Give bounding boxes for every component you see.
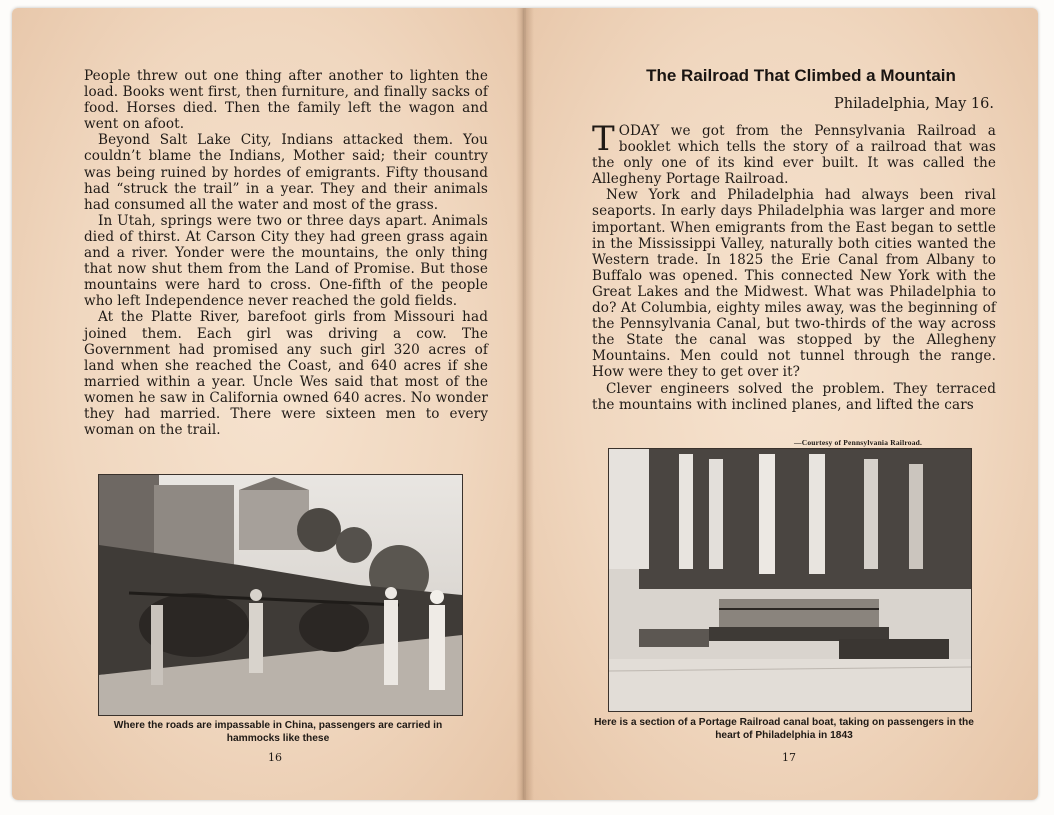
paragraph: In Utah, springs were two or three days apart. Animals died of thirst. At Carson City they had green grass again and a river. Yonder were the mountains, the only thing that now shut them from the Land of Promise. But those mountains were hard to cross. One-fifth of the people who left Independence never reached the gold fields. xyxy=(84,212,488,310)
left-page xyxy=(12,8,524,800)
right-page xyxy=(524,8,1038,800)
left-page-text xyxy=(84,68,488,438)
paragraph: Clever engineers solved the problem. They terraced the mountains with inclined planes, and lifted the cars xyxy=(592,380,996,413)
canal-boat-illustration xyxy=(608,448,972,712)
paragraph: New York and Philadelphia had always been rival seaports. In early days Philadelphia was larger and more important. When emigrants from the East began to settle in the Mississippi Valley, naturally both cities wanted the Western trade. In 1825 the Erie Canal from Albany to Buffalo was opened. This connected New York with the Great Lakes and the Midwest. What was Philadelphia to do? At Columbia, eighty miles away, was the beginning of the Pennsylvania Canal, but two-thirds of the way across the State the canal was stopped by the Allegheny Mountains. Men could not tunnel through the range. How were they to get over it? xyxy=(592,187,996,381)
page-number: 17 xyxy=(782,751,796,764)
dateline: Philadelphia, May 16. xyxy=(834,96,994,112)
book-spine xyxy=(516,8,534,800)
paragraph: People threw out one thing after another to lighten the load. Books went first, then furniture, and finally sacks of food. Horses died. Then the family left the wagon and went on afoot. xyxy=(84,68,488,133)
paragraph: Beyond Salt Lake City, Indians attacked them. You couldn’t blame the Indians, Mother said; their country was being ruined by hordes of emigrants. Fifty thousand had “struck the trail” in a year. They and their animals had consumed all the water and most of the grass. xyxy=(84,132,488,213)
left-photo-caption: Where the roads are impassable in China, passengers are carried in hammocks like these xyxy=(113,720,443,744)
page-number: 16 xyxy=(268,751,282,764)
paragraph: At the Platte River, barefoot girls from Missouri had joined them. Each girl was driving a cow. The Government had promised any such girl 320 acres of land when she reached the Coast, and 640 acres if she married within a year. Uncle Wes said that most of the women he saw in California owned 640 acres. No wonder they had married. There were sixteen men to every woman on the trail. xyxy=(84,309,488,439)
china-hammock-photo xyxy=(98,474,463,716)
open-booklet xyxy=(12,8,1042,808)
chapter-title: The Railroad That Climbed a Mountain xyxy=(646,66,956,85)
first-paragraph-text: ODAY we got from the Pennsylvania Railroad a booklet which tells the story of a railroad that was the only one of its kind ever built. It was called the Allegheny Portage Railroad. xyxy=(592,123,996,188)
paragraph xyxy=(592,119,996,188)
right-page-text xyxy=(592,119,996,413)
right-photo-caption: Here is a section of a Portage Railroad canal boat, taking on passengers in the heart of Philadelphia in 1843 xyxy=(594,717,974,741)
photo-credit: —Courtesy of Pennsylvania Railroad. xyxy=(794,438,923,447)
drop-cap: T xyxy=(592,119,615,159)
